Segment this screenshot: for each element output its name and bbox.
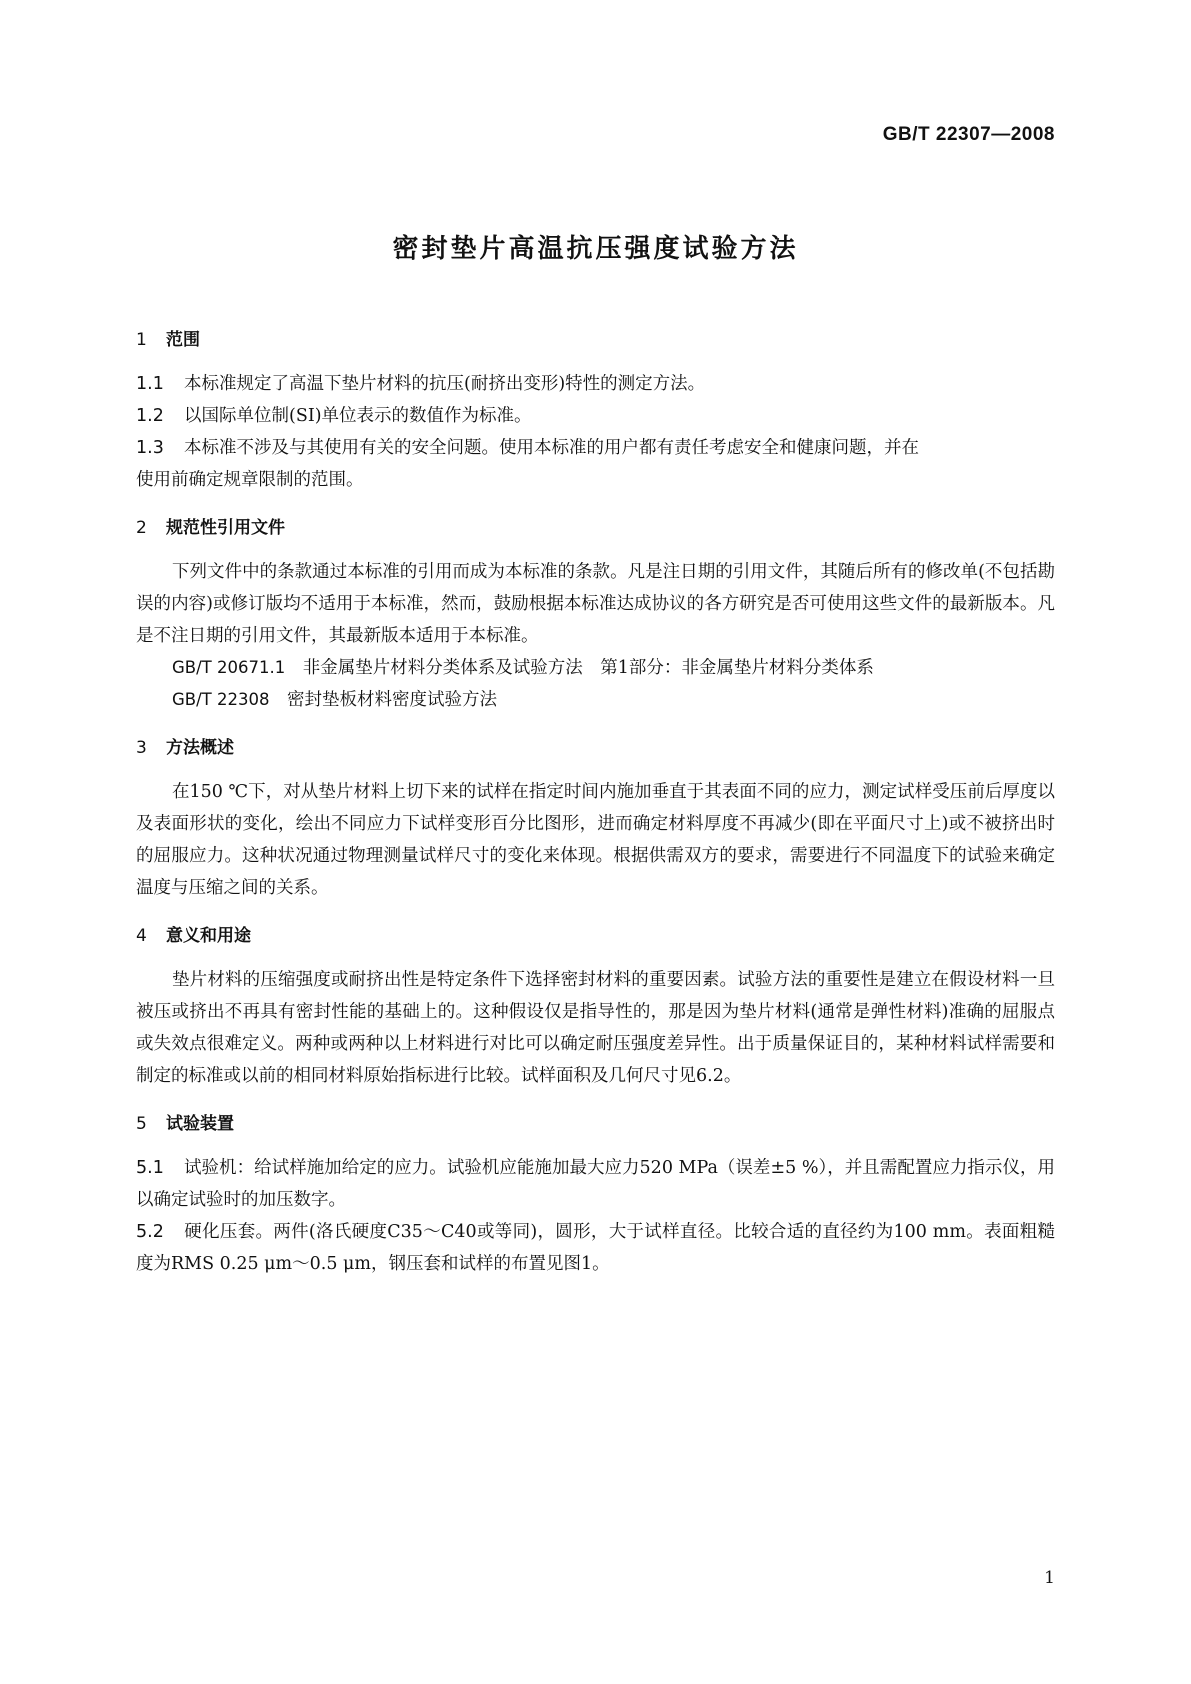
standard-number: GB/T 22307—2008 — [882, 124, 1055, 145]
reference-title: 非金属垫片材料分类体系及试验方法 第1部分：非金属垫片材料分类体系 — [302, 658, 874, 678]
section-title: 意义和用途 — [166, 926, 251, 946]
clause-number: 5.2 — [136, 1222, 164, 1242]
section-heading-2 — [136, 510, 1055, 546]
clause-1-2 — [136, 400, 1055, 432]
clause-1-3-cont — [136, 464, 1055, 496]
clause-text: 本标准规定了高温下垫片材料的抗压(耐挤出变形)特性的测定方法。 — [184, 374, 706, 394]
page-number: 1 — [1044, 1568, 1055, 1588]
clause-text: 使用前确定规章限制的范围。 — [136, 470, 364, 490]
reference-code: GB/T 20671.1 — [172, 658, 286, 677]
clause-text: 以国际单位制(SI)单位表示的数值作为标准。 — [184, 406, 532, 426]
section-title: 方法概述 — [166, 738, 234, 758]
section-number: 4 — [136, 926, 147, 946]
section-number: 5 — [136, 1114, 147, 1134]
section-number: 1 — [136, 330, 147, 350]
section-number: 3 — [136, 738, 147, 758]
clause-text: 硬化压套。两件(洛氏硬度C35～C40或等同)，圆形，大于试样直径。比较合适的直径约为100 mm。表面粗糙度为RMS 0.25 μm～0.5 μm，钢压套和试样的布置见图1。 — [136, 1222, 1055, 1274]
section-2-intro: 下列文件中的条款通过本标准的引用而成为本标准的条款。凡是注日期的引用文件，其随后所有的修改单(不包括勘误的内容)或修订版均不适用于本标准，然而，鼓励根据本标准达成协议的各方研究是否可使用这些文件的最新版本。凡是不注日期的引用文件，其最新版本适用于本标准。 — [136, 562, 1055, 646]
section-title: 范围 — [166, 330, 200, 350]
clause-number: 5.1 — [136, 1158, 164, 1178]
clause-5-1 — [136, 1152, 1055, 1216]
section-title: 试验装置 — [166, 1114, 234, 1134]
clause-text: 本标准不涉及与其使用有关的安全问题。使用本标准的用户都有责任考虑安全和健康问题，并在 — [184, 438, 919, 458]
document-title: 密封垫片高温抗压强度试验方法 — [392, 234, 799, 264]
clause-text: 试验机：给试样施加给定的应力。试验机应能施加最大应力520 MPa（误差±5 %），并且需配置应力指示仪，用以确定试验时的加压数字。 — [136, 1158, 1055, 1210]
section-title: 规范性引用文件 — [166, 518, 285, 538]
section-heading-5 — [136, 1106, 1055, 1142]
section-4-text: 垫片材料的压缩强度或耐挤出性是特定条件下选择密封材料的重要因素。试验方法的重要性是建立在假设材料一旦被压或挤出不再具有密封性能的基础上的。这种假设仅是指导性的，那是因为垫片材料(通常是弹性材料)准确的屈服点或失效点很难定义。两种或两种以上材料进行对比可以确定耐压强度差异性。出于质量保证目的，某种材料试样需要和制定的标准或以前的相同材料原始指标进行比较。试样面积及几何尺寸见6.2。 — [136, 970, 1055, 1086]
section-number: 2 — [136, 518, 147, 538]
section-3-text: 在150 ℃下，对从垫片材料上切下来的试样在指定时间内施加垂直于其表面不同的应力，测定试样受压前后厚度以及表面形状的变化，绘出不同应力下试样变形百分比图形，进而确定材料厚度不再减少(即在平面尺寸上)或不被挤出时的屈服应力。这种状况通过物理测量试样尺寸的变化来体现。根据供需双方的要求，需要进行不同温度下的试验来确定温度与压缩之间的关系。 — [136, 782, 1055, 898]
section-heading-1 — [136, 322, 1055, 358]
clause-1-3 — [136, 432, 1055, 464]
reference-code: GB/T 22308 — [172, 690, 270, 709]
document-body — [136, 322, 1055, 1280]
clause-5-2 — [136, 1216, 1055, 1280]
section-heading-3 — [136, 730, 1055, 766]
clause-number: 1.2 — [136, 406, 164, 426]
normative-reference — [172, 684, 1055, 716]
reference-title: 密封垫板材料密度试验方法 — [286, 690, 497, 710]
clause-number: 1.3 — [136, 438, 164, 458]
section-heading-4 — [136, 918, 1055, 954]
clause-number: 1.1 — [136, 374, 164, 394]
normative-reference — [172, 652, 1055, 684]
clause-1-1 — [136, 368, 1055, 400]
